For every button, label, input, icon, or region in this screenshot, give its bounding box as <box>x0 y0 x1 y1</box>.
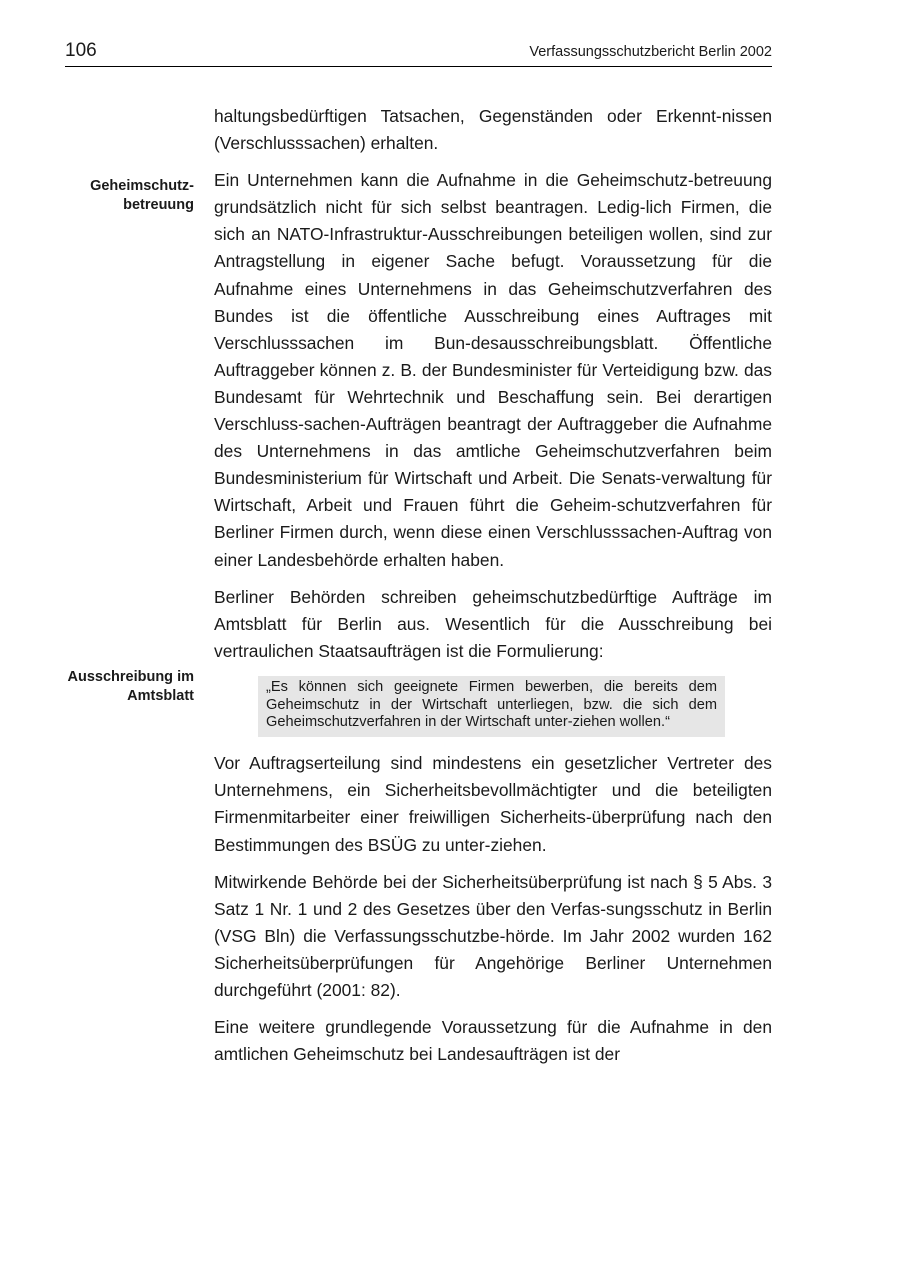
paragraph: Eine weitere grundlegende Voraussetzung für die Aufnahme in den amtlichen Geheimschutz bei Landesaufträgen ist der <box>214 1017 772 1065</box>
running-title: Verfassungsschutzbericht Berlin 2002 <box>529 44 772 60</box>
paragraph: Ein Unternehmen kann die Aufnahme in die Geheimschutz-betreuung grundsätzlich nicht für sich selbst beantragen. Ledig-lich Firmen, die sich an NATO-Infrastruktur-Ausschreibungen beteiligen wollen, sind zur Antragstellung in eigener Sache befugt. Voraussetzung für die Aufnahme eines Unternehmens in das Geheimschutzverfahren des Bundes ist die öffentliche Ausschreibung eines Auftrages mit Verschlusssachen im Bun-desausschreibungsblatt. Öffentliche Auftraggeber können z. B. der Bundesminister für Verteidigung bzw. das Bundesamt für Wehrtechnik und Beschaffung sein. Bei derartigen Verschluss-sachen-Aufträgen beantragt der Auftraggeber die Aufnahme des Unternehmens in das amtliche Geheimschutzverfahren beim Bundesministerium für Wirtschaft und Arbeit. Die Senats-verwaltung für Wirtschaft, Arbeit und Frauen führt die Geheim-schutzverfahren für Berliner Firmen durch, wenn diese einen Verschlusssachen-Auftrag von einer Landesbehörde erhalten haben. <box>214 170 772 570</box>
paragraph: Mitwirkende Behörde bei der Sicherheitsüberprüfung ist nach § 5 Abs. 3 Satz 1 Nr. 1 und 2 des Gesetzes über den Verfas-sungsschutz in Berlin (VSG Bln) die Verfassungsschutzbe-hörde. Im Jahr 2002 wurden 162 Sicherheitsüberprüfungen für Angehörige Berliner Unternehmen durchgeführt (2001: 82). <box>214 871 772 1001</box>
paragraph: Vor Auftragserteilung sind mindestens ein gesetzlicher Vertreter des Unternehmens, ein Sicherheitsbevollmächtigter und die beteiligten Firmenmitarbeiter einer freiwilligen Sicherheits-überprüfung nach den Bestimmungen des BSÜG zu unter-ziehen. <box>214 753 772 855</box>
margin-note-label: Ausschreibung im Amtsblatt <box>67 669 194 704</box>
main-text <box>214 103 772 1078</box>
margin-note-ausschreibung <box>40 668 194 706</box>
margin-note-label: Geheimschutz- betreuung <box>90 178 194 213</box>
paragraph: haltungsbedürftigen Tatsachen, Gegenständen oder Erkennt-nissen (Verschlusssachen) erhalten. <box>214 106 772 154</box>
page-header <box>65 40 772 67</box>
paragraph: Berliner Behörden schreiben geheimschutzbedürftige Aufträge im Amtsblatt für Berlin aus. Wesentlich für die Ausschreibung bei vertraulichen Staatsaufträgen ist die Formulierung: <box>214 586 772 661</box>
page-number: 106 <box>65 40 97 61</box>
quote-block: „Es können sich geeignete Firmen bewerben, die bereits dem Geheimschutz in der Wirtschaft unterliegen, bzw. die sich dem Geheimschutzverfahren in der Wirtschaft unter-ziehen wollen.“ <box>258 676 725 737</box>
margin-note-geheimschutzbetreuung <box>40 177 194 215</box>
